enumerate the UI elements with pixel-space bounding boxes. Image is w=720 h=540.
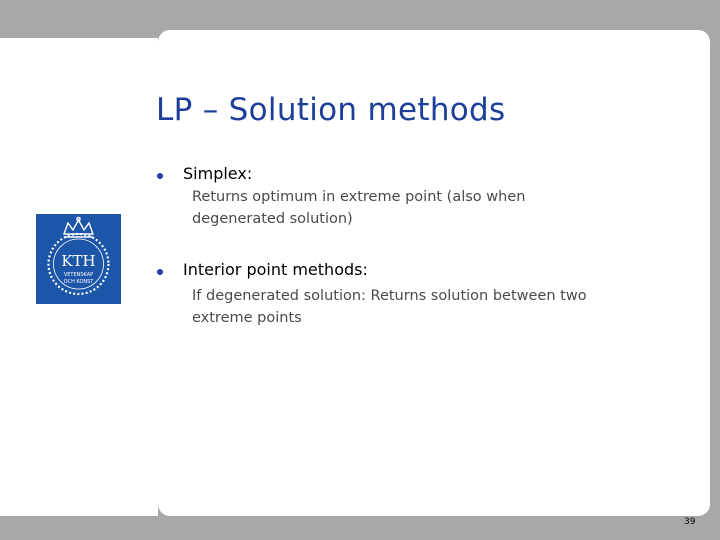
- bullet-detail-simplex-line2: degenerated solution): [192, 211, 353, 227]
- bullet-label-interior-point: Interior point methods:: [183, 260, 368, 279]
- bullet-icon: [157, 173, 163, 179]
- bullet-detail-interior-line1: If degenerated solution: Returns solution between two: [192, 288, 587, 304]
- kth-logo-motto-1: VETENSKAP: [63, 272, 94, 278]
- kth-crest-icon: [36, 214, 121, 304]
- kth-logo-text: KTH: [61, 252, 96, 270]
- bullet-detail-simplex-line1: Returns optimum in extreme point (also when: [192, 189, 526, 205]
- bullet-detail-interior-line2: extreme points: [192, 310, 302, 326]
- bullet-label-simplex: Simplex:: [183, 164, 253, 183]
- slide-title: LP – Solution methods: [156, 92, 506, 128]
- kth-logo-motto-2: OCH KONST: [63, 279, 94, 285]
- right-frame-band: [710, 38, 720, 516]
- page-number: 39: [684, 517, 696, 527]
- bottom-frame-band: [0, 516, 720, 540]
- kth-logo: [36, 214, 121, 304]
- bullet-icon: [157, 269, 163, 275]
